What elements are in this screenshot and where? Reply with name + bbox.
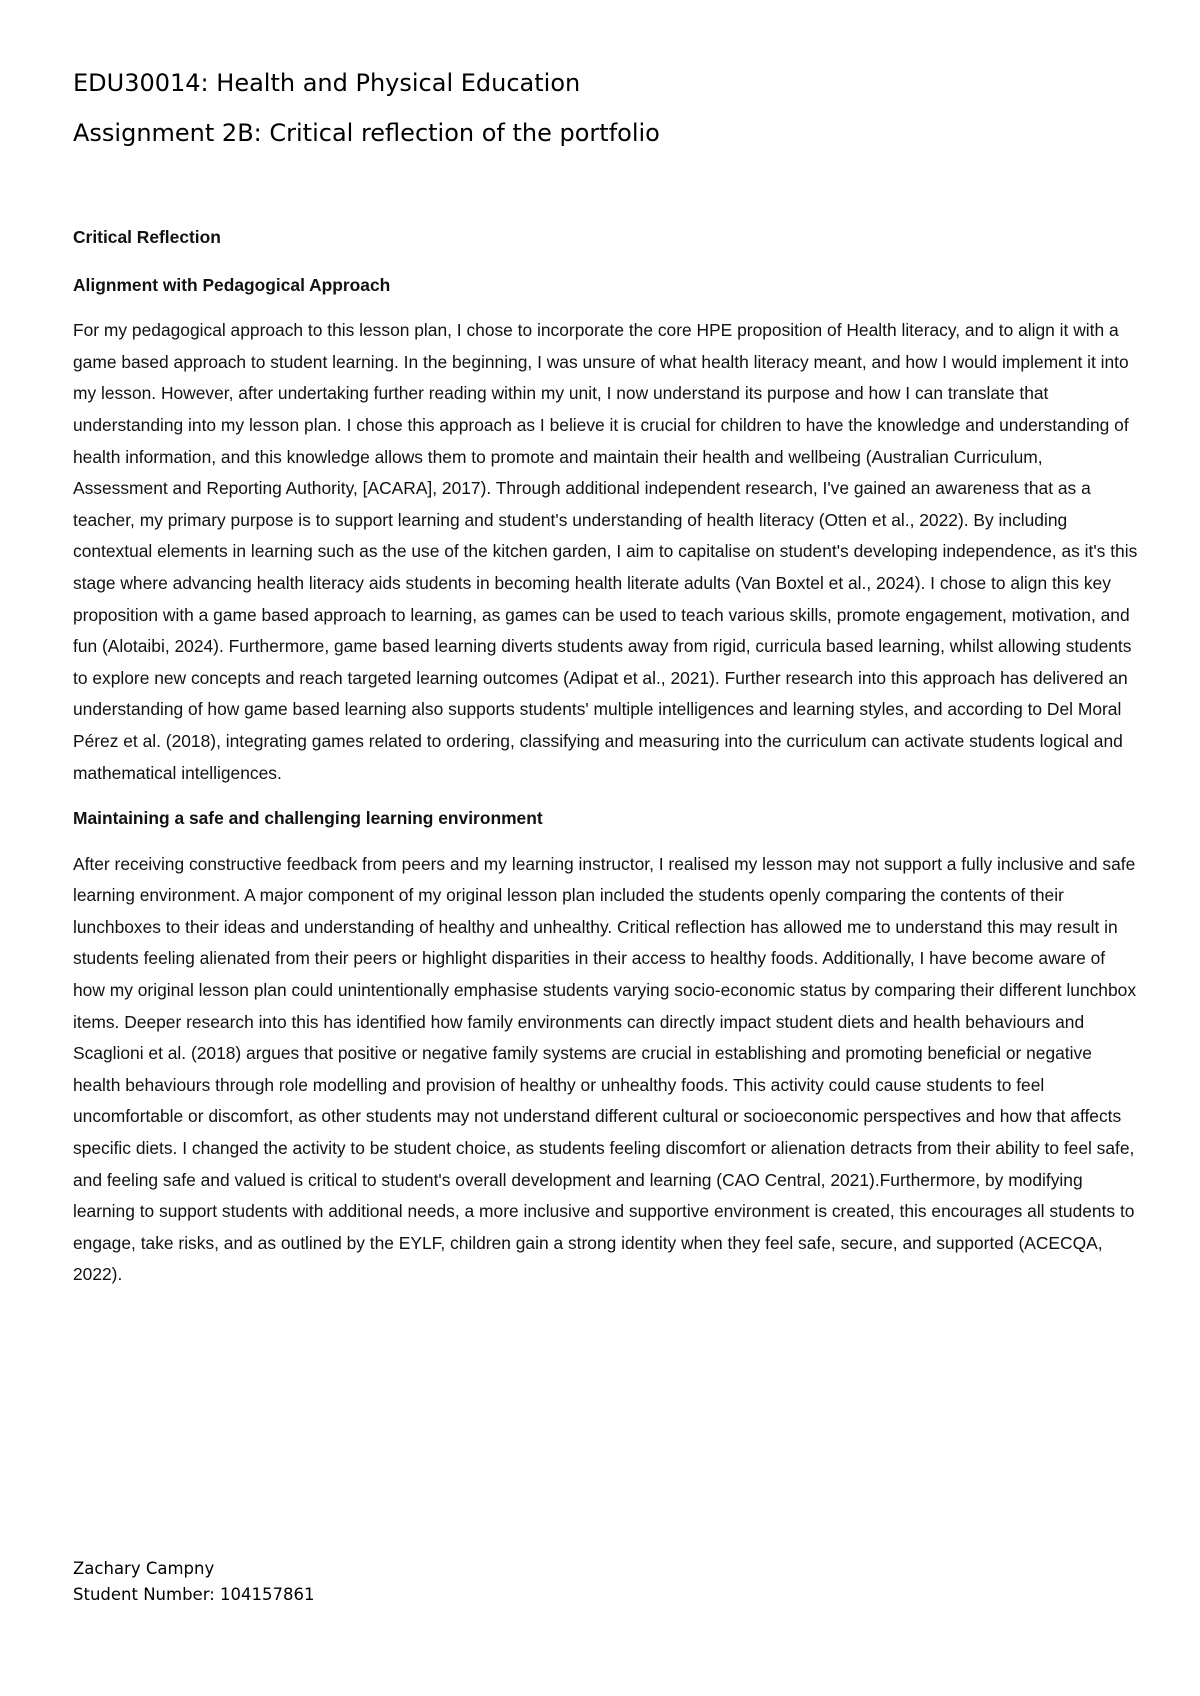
alignment-heading: Alignment with Pedagogical Approach [73, 274, 391, 295]
maintaining-heading: Maintaining a safe and challenging learning environment [73, 808, 543, 829]
alignment-paragraph: For my pedagogical approach to this lesson plan, I chose to incorporate the core HPE proposition of Health literacy, and to align it with a game based approach to student learning. In the beginning, I was unsure of what health literacy meant, and how I would implement it into my lesson. However, after undertaking further reading within my unit, I now understand its purpose and how I can translate that understanding into my lesson plan. I chose this approach as I believe it is crucial for children to have the knowledge and understanding of health information, and this knowledge allows them to promote and maintain their health and wellbeing (Australian Curriculum, Assessment and Reporting Authority, [ACARA], 2017). Through additional independent research, I've gained an awareness that as a teacher, my primary purpose is to support learning and student's understanding of health literacy (Otten et al., 2022). By including contextual elements in learning such as the use of the kitchen garden, I aim to capitalise on student's developing independence, as it's this stage where advancing health literacy aids students in becoming health literate adults (Van Boxtel et al., 2024). I chose to align this key proposition with a game based approach to learning, as games can be used to teach various skills, promote engagement, motivation, and fun (Alotaibi, 2024). Furthermore, game based learning diverts students away from rigid, curricula based learning, whilst allowing students to explore new concepts and reach targeted learning outcomes (Adipat et al., 2021). Further research into this approach has delivered an understanding of how game based learning also supports students' multiple intelligences and learning styles, and according to Del Moral Pérez et al. (2018), integrating games related to ordering, classifying and measuring into the curriculum can activate students logical and mathematical intelligences. [73, 320, 1138, 783]
author-name: Zachary Campny [73, 1559, 215, 1578]
document-body [73, 222, 1138, 1291]
maintaining-paragraph: After receiving constructive feedback from peers and my learning instructor, I realised my lesson may not support a fully inclusive and safe learning environment. A major component of my original lesson plan included the students openly comparing the contents of their lunchboxes to their ideas and understanding of healthy and unhealthy. Critical reflection has allowed me to understand this may result in students feeling alienated from their peers or highlight disparities in their access to healthy foods. Additionally, I have become aware of how my original lesson plan could unintentionally emphasise students varying socio-economic status by comparing their different lunchbox items. Deeper research into this has identified how family environments can directly impact student diets and health behaviours and Scaglioni et al. (2018) argues that positive or negative family systems are crucial in establishing and promoting beneficial or negative health behaviours through role modelling and provision of healthy or unhealthy foods. This activity could cause students to feel uncomfortable or discomfort, as other students may not understand different cultural or socioeconomic perspectives and how that affects specific diets. I changed the activity to be student choice, as students feeling discomfort or alienation detracts from their ability to feel safe, and feeling safe and valued is critical to student's overall development and learning (CAO Central, 2021).Furthermore, by modifying learning to support students with additional needs, a more inclusive and supportive environment is created, this encourages all students to engage, take risks, and as outlined by the EYLF, children gain a strong identity when they feel safe, secure, and supported (ACECQA, 2022). [73, 853, 1137, 1285]
student-number: Student Number: 104157861 [73, 1585, 315, 1604]
document-title: EDU30014: Health and Physical Education [73, 69, 581, 97]
title-block [73, 66, 1133, 150]
author-footer [73, 1556, 314, 1608]
critical-reflection-heading: Critical Reflection [73, 227, 221, 247]
document-subtitle: Assignment 2B: Critical reflection of the portfolio [73, 119, 660, 147]
